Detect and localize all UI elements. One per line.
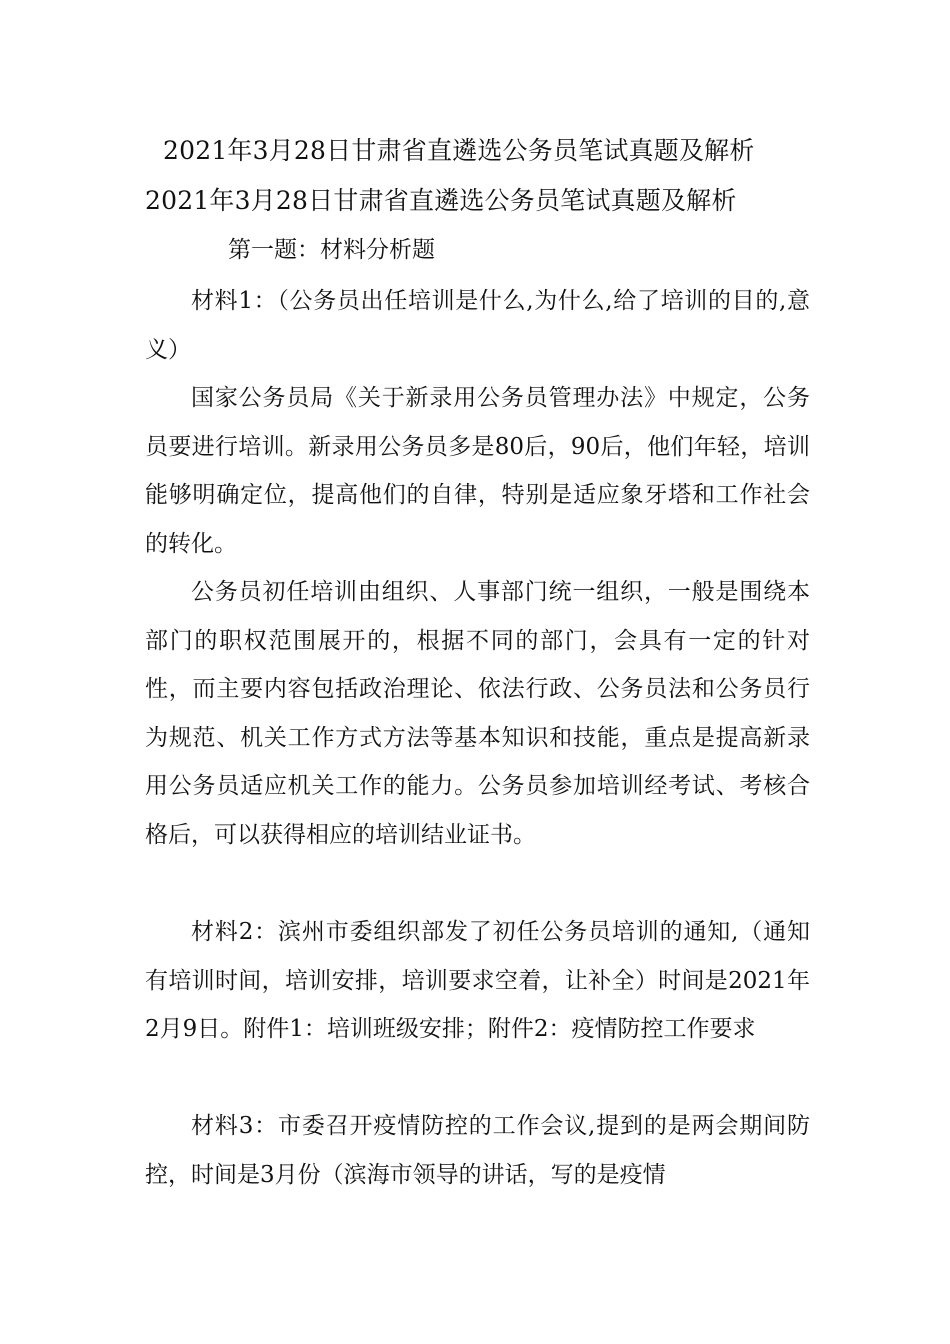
paragraph-material-3: 材料3：市委召开疫情防控的工作会议,提到的是两会期间防控，时间是3月份（滨海市领导的讲话，写的是疫情: [145, 1113, 810, 1188]
paragraph-material-2: 材料2：滨州市委组织部发了初任公务员培训的通知,（通知有培训时间，培训安排，培训要求空着，让补全）时间是2021年2月9日。附件1：培训班级安排；附件2：疫情防控工作要求: [145, 919, 810, 1042]
paragraph-material-1: 材料1：（公务员出任培训是什么,为什么,给了培训的目的,意义）: [145, 288, 810, 363]
paragraph-training-content: 公务员初任培训由组织、人事部门统一组织，一般是围绕本部门的职权范围展开的，根据不同的部门，会具有一定的针对性，而主要内容包括政治理论、依法行政、公务员法和公务员行为规范、机关工作方式方法等基本知识和技能，重点是提高新录用公务员适应机关工作的能力。公务员参加培训经考试、考核合格后，可以获得相应的培训结业证书。: [145, 579, 810, 848]
section-heading: 第一题：材料分析题: [228, 237, 435, 263]
document-title: 2021年3月28日甘肃省直遴选公务员笔试真题及解析: [163, 136, 755, 165]
document-title-repeat: 2021年3月28日甘肃省直遴选公务员笔试真题及解析: [145, 186, 737, 215]
paragraph-regulation: 国家公务员局《关于新录用公务员管理办法》中规定，公务员要进行培训。新录用公务员多是80后，90后，他们年轻，培训能够明确定位，提高他们的自律，特别是适应象牙塔和工作社会的转化。: [145, 385, 810, 557]
